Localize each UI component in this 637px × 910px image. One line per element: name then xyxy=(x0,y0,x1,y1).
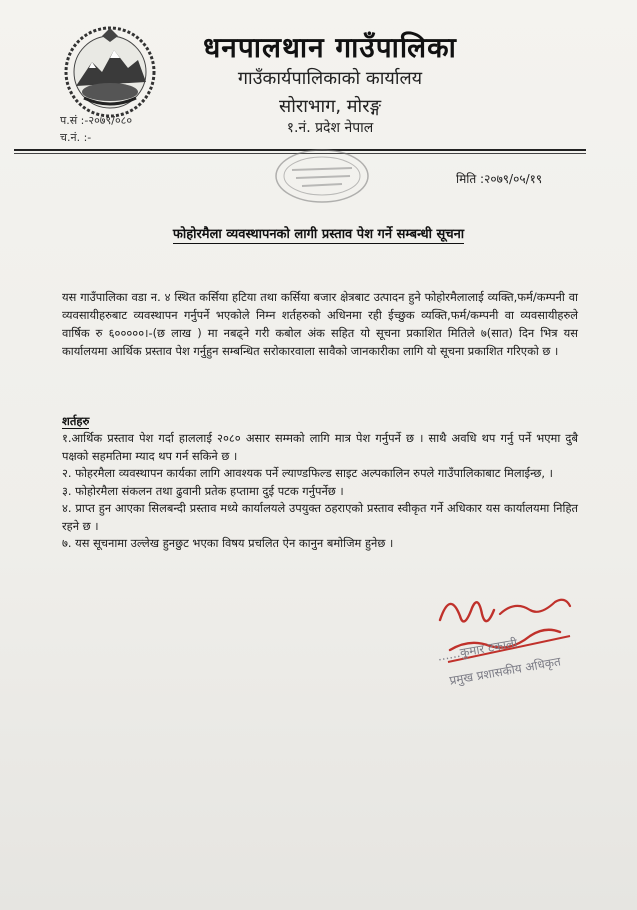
notice-date: मिति :२०७९/०५/१९ xyxy=(456,172,543,186)
municipality-name: धनपालथान गाउँपालिका xyxy=(203,31,457,64)
conditions-heading: शर्तहरु xyxy=(62,414,90,428)
notice-subject-text: फोहोरमैला व्यवस्थापनको लागी प्रस्ताव पेश गर्ने सम्बन्धी सूचना xyxy=(172,227,465,242)
province-name: १.नं. प्रदेश नेपाल xyxy=(286,120,374,136)
notice-body: यस गाउँपालिका वडा न. ४ स्थित कर्सिया हटिया तथा कर्सिया बजार क्षेत्रबाट उत्पादन हुने फोहोरमैलालाई व्यक्ति,फर्म/कम्पनी वा व्यवसायीहरुबाट व्यवस्थापन गर्नुपर्ने भएकोले निम्न शर्तहरुको अधिनमा रही ईच्छुक व्यक्ति,फर्म/कम्पनी वा व्यवसायीहरुले वार्षिक रु ६०००००।-(छ लाख ) मा नबढ्ने गरी कबोल अंक सहित यो सूचना प्रकाशित मितिले ७(सात) दिन भित्र यस कार्यालयमा आर्थिक प्रस्ताव पेश गर्नुहुन सम्बन्धित सरोकारवाला सावैको जानकारीका लागि यो सूचना प्रकाशित गरिएको छ । xyxy=(62,290,578,358)
office-stamp-icon xyxy=(272,146,372,206)
conditions-list xyxy=(62,430,578,553)
condition-item: १.आर्थिक प्रस्ताव पेश गर्दा हाललाई २०८० असार सम्मको लागि मात्र पेश गर्नुपर्ने छ । साथै अवधि थप गर्नु पर्ने भएमा दुबै पक्षको सहमतिमा म्याद थप गर्न सकिने छ । xyxy=(62,431,578,463)
dispatch-number: च.नं. :- xyxy=(60,131,92,144)
condition-item: ७. यस सूचनामा उल्लेख हुनछुट भएका विषय प्रचलित ऐन कानुन बमोजिम हुनेछ । xyxy=(62,536,394,550)
letter-number: प.सं :-२०७९/०८० xyxy=(60,114,133,127)
condition-item: ४. प्राप्त हुन आएका सिलबन्दी प्रस्ताव मध्ये कार्यालयले उपयुक्त ठहराएको प्रस्ताव स्वीकृत गर्ने अधिकार यस कार्यालयमा निहित रहने छ । xyxy=(62,501,578,533)
nepal-emblem-logo xyxy=(62,24,158,120)
notice-subject xyxy=(0,224,637,242)
office-location: सोराभाग, मोरङ्ग xyxy=(279,96,381,117)
signatory-name: ......कुमार टकाली xyxy=(436,635,519,664)
office-name: गाउँकार्यपालिकाको कार्यालय xyxy=(237,68,423,89)
condition-item: ३. फोहोरमैला संकलन तथा ढुवानी प्रतेक हप्तामा दुई पटक गर्नुपर्नेछ । xyxy=(62,483,344,498)
signatory-title: प्रमुख प्रशासकीय अधिकृत xyxy=(448,654,562,688)
condition-item: २. फोहरमैला व्यवस्थापन कार्यका लागि आवश्यक पर्ने ल्याण्डफिल्ड साइट अल्पकालिन रुपले गाउँपालिकाबाट मिलाईन्छ, । xyxy=(62,466,553,480)
